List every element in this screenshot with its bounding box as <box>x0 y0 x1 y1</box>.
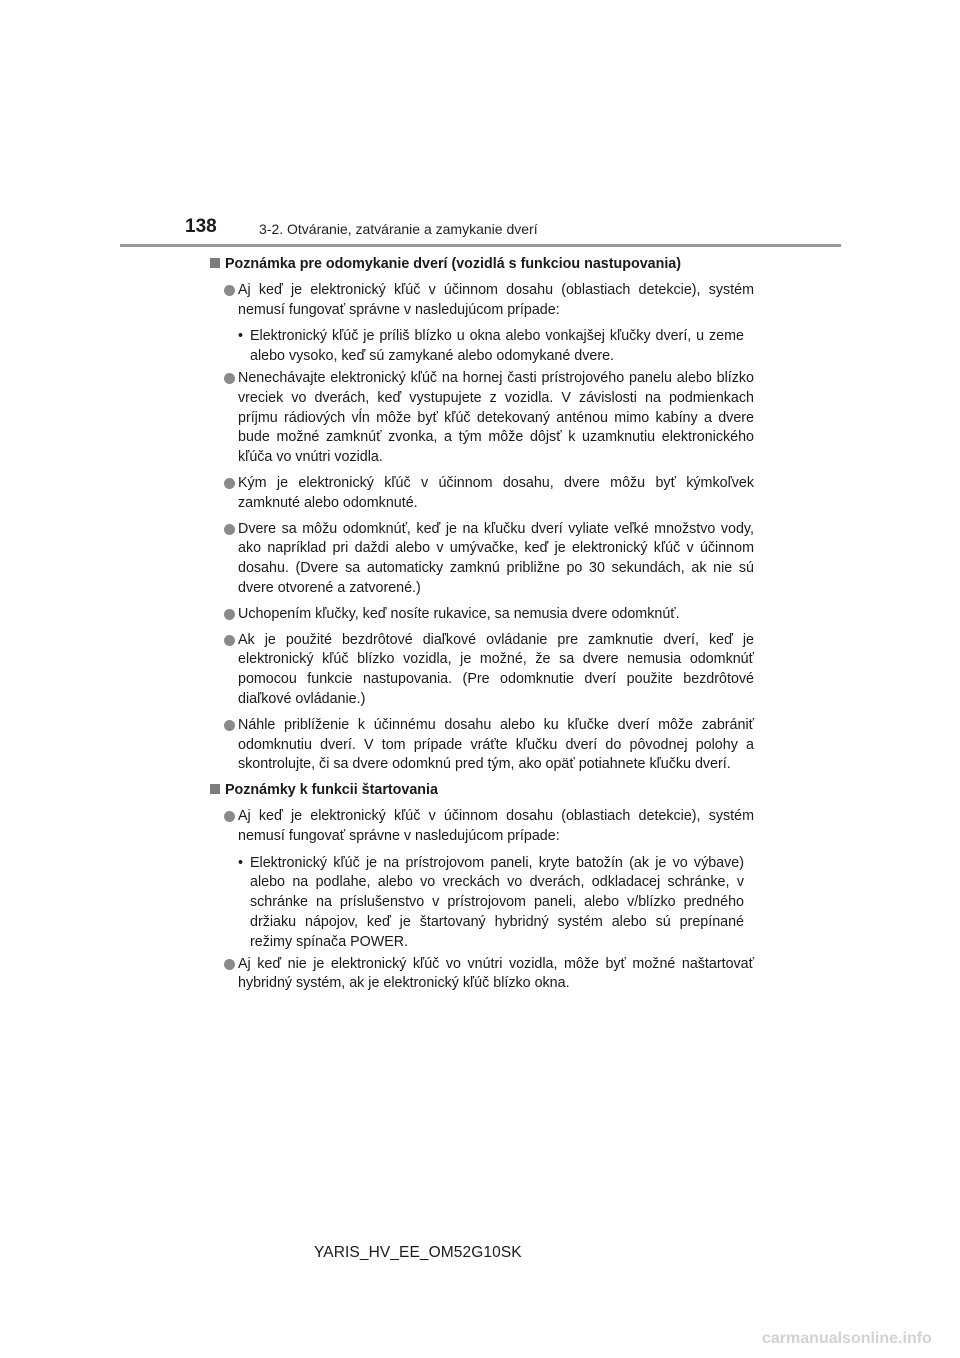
list-item <box>210 369 754 468</box>
circle-bullet-icon <box>224 811 235 822</box>
list-item <box>210 281 754 321</box>
section-heading-door-unlock-note <box>210 255 754 275</box>
sub-list-item <box>210 854 744 953</box>
list-item-text: Dvere sa môžu odomknúť, keď je na kľučku dverí vyliate veľké množstvo vody, ako napríklad pri daždi alebo v umývačke, keď je elektronický kľúč v účinnom dosahu. (Dvere sa automaticky zamknú približne po 30 sekundách, ak nie sú dvere otvorené a zatvorené.) <box>238 520 754 596</box>
circle-bullet-icon <box>224 285 235 296</box>
circle-bullet-icon <box>224 524 235 535</box>
list-item <box>210 631 754 710</box>
sub-list-item <box>210 327 744 367</box>
list-item <box>210 716 754 775</box>
section-heading-start-function-notes <box>210 781 754 801</box>
list-item-text: Náhle priblíženie k účinnému dosahu alebo ku kľučke dverí môže zabrániť odomknutiu dverí. V tom prípade vráťte kľučku dverí do pôvodnej polohy a skontrolujte, či sa dvere odomknú pred tým, ako opäť potiahnete kľučku dverí. <box>238 716 754 773</box>
page-content <box>210 255 754 994</box>
list-item-text: Ak je použité bezdrôtové diaľkové ovládanie pre zamknutie dverí, keď je elektronický kľúč blízko vozidla, je možné, že sa dvere nemusia odomknúť pomocou funkcie nastupovania. (Pre odomknutie dverí použite bezdrôtové diaľkové ovládanie.) <box>238 631 754 707</box>
circle-bullet-icon <box>224 635 235 646</box>
sub-list-item-text: Elektronický kľúč je na prístrojovom paneli, kryte batožín (ak je vo výbave) alebo na podlahe, alebo vo vreckách vo dverách, odkladacej schránke, v schránke na príslušenstvo v prístrojovom paneli, alebo v/blízko predného držiaku nápojov, keď je štartovaný hybridný systém alebo sú prepínané režimy spínača POWER. <box>250 854 744 950</box>
sub-bullet-marker: • <box>238 328 244 345</box>
circle-bullet-icon <box>224 959 235 970</box>
page-number: 138 <box>185 216 217 237</box>
list-item-text: Aj keď je elektronický kľúč v účinnom dosahu (oblastiach detekcie), systém nemusí fungovať správne v nasledujúcom prípade: <box>238 281 754 318</box>
document-code: YARIS_HV_EE_OM52G10SK <box>314 1244 522 1261</box>
sub-list-item-text: Elektronický kľúč je príliš blízko u okna alebo vonkajšej kľučky dverí, u zeme alebo vysoko, keď sú zamykané alebo odomykané dvere. <box>250 328 744 365</box>
section-heading-text: Poznámky k funkcii štartovania <box>225 782 438 799</box>
list-item <box>210 520 754 599</box>
section-heading-text: Poznámka pre odomykanie dverí (vozidlá s funkciou nastupovania) <box>225 256 682 272</box>
circle-bullet-icon <box>224 720 235 731</box>
header-divider <box>120 244 841 247</box>
list-item <box>210 955 754 995</box>
list-item <box>210 605 754 625</box>
watermark: carmanualsonline.info <box>762 1330 932 1347</box>
list-item-text: Uchopením kľučky, keď nosíte rukavice, sa nemusia dvere odomknúť. <box>238 605 680 622</box>
circle-bullet-icon <box>224 609 235 620</box>
square-bullet-icon <box>210 258 220 268</box>
list-item-text: Nenechávajte elektronický kľúč na hornej časti prístrojového panelu alebo blízko vreciek vo dverách, keď vystupujete z vozidla. V závislosti na podmienkach príjmu rádiových vĺn môže byť kľúč detekovaný anténou mimo kabíny a dvere bude možné zamknúť zvonka, a tým môže dôjsť k uzamknutiu elektronického kľúča vo vnútri vozidla. <box>238 369 754 466</box>
list-item-text: Kým je elektronický kľúč v účinnom dosahu, dvere môžu byť kýmkoľvek zamknuté alebo odomknuté. <box>238 474 754 511</box>
list-item <box>210 474 754 514</box>
square-bullet-icon <box>210 784 220 794</box>
circle-bullet-icon <box>224 478 235 489</box>
list-item-text: Aj keď nie je elektronický kľúč vo vnútri vozidla, môže byť možné naštartovať hybridný systém, ak je elektronický kľúč blízko okna. <box>238 955 754 992</box>
sub-bullet-marker: • <box>238 854 244 871</box>
list-item-text: Aj keď je elektronický kľúč v účinnom dosahu (oblastiach detekcie), systém nemusí fungovať správne v nasledujúcom prípade: <box>238 807 754 844</box>
chapter-title: 3-2. Otváranie, zatváranie a zamykanie dverí <box>259 221 538 237</box>
circle-bullet-icon <box>224 373 235 384</box>
list-item <box>210 807 754 847</box>
